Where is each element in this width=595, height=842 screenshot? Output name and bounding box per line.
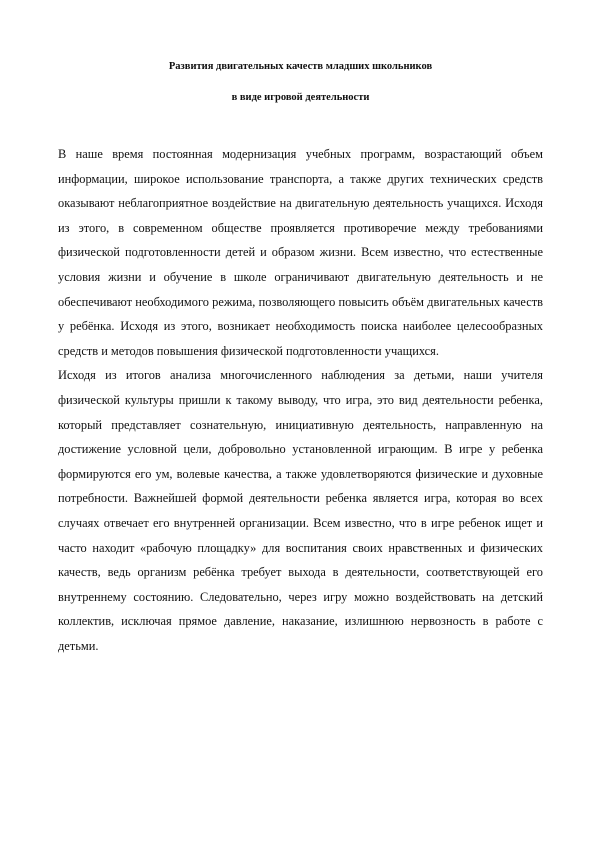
paragraph-1: В наше время постоянная модернизация учебных программ, возрастающий объем информации, широкое использование транспорта, а также других технических средств оказывают неблагоприятное воздействие на двигательную деятельность учащихся. Исходя из этого, в современном обществе проявляется противоречие между требованиями физической подготовленности детей и образом жизни. Всем известно, что естественные условия жизни и обучение в школе ограничивают двигательную деятельность и не обеспечивают необходимого режима, позволяющего повысить объём двигательных качеств у ребёнка. Исходя из этого, возникает необходимость поиска наиболее целесообразных средств и методов повышения физической подготовленности учащихся.	[58, 147, 543, 358]
document-body	[58, 142, 543, 658]
document-title	[58, 60, 543, 105]
title-line-1: Развития двигательных качеств младших школьников	[168, 61, 433, 72]
paragraph-2: Исходя из итогов анализа многочисленного наблюдения за детьми, наши учителя физической культуры пришли к такому выводу, что игра, это вид деятельности ребенка, который представляет сознательную, инициативную деятельность, направленную на достижение условной цели, добровольно установленной играющим. В игре у ребенка формируются его ум, волевые качества, а также удовлетворяются физические и духовные потребности. Важнейшей формой деятельности ребенка является игра, которая во всех случаях отвечает его внутренней организации. Всем известно, что в игре ребенок ищет и часто находит «рабочую площадку» для воспитания своих нравственных и физических качеств, ведь организм ребёнка требует выхода в деятельности, соответствующей его внутреннему состоянию. Следовательно, через игру можно воздействовать на детский коллектив, исключая прямое давление, наказание, излишнюю нервозность в работе с детьми.	[58, 368, 543, 653]
title-line-2: в виде игровой деятельности	[231, 92, 370, 103]
